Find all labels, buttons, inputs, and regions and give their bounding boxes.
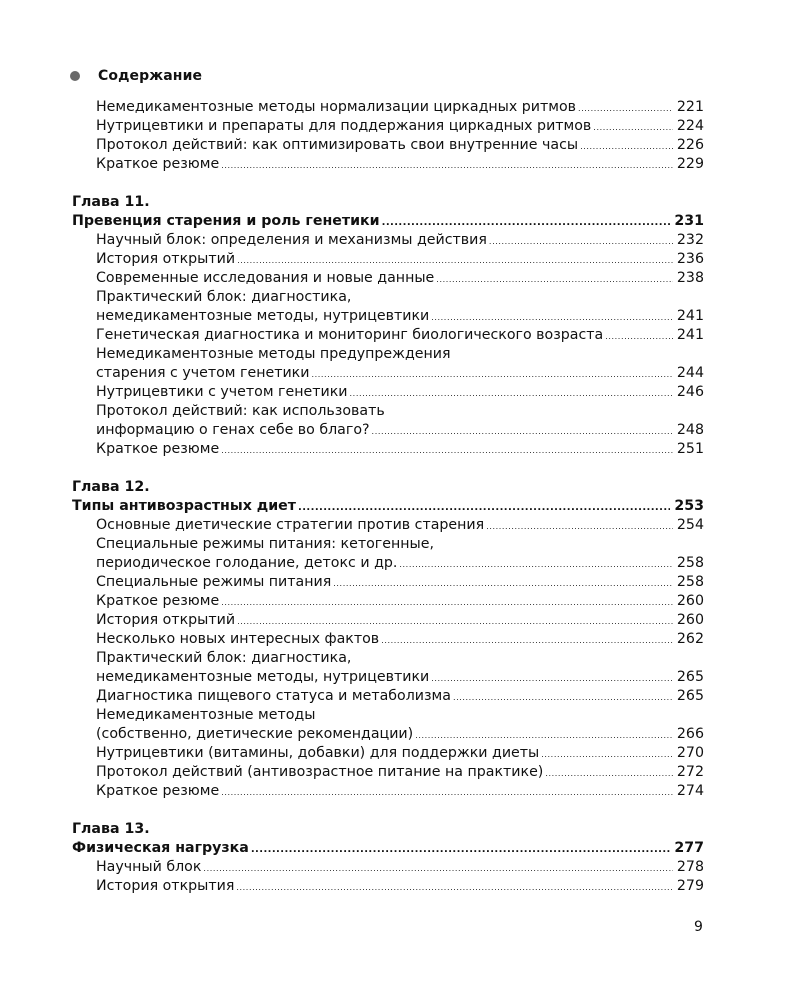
toc-page-number: 260 [676, 612, 704, 628]
dot-leader [431, 308, 673, 327]
toc-entry [72, 725, 704, 744]
toc-entry [72, 269, 704, 288]
toc-entry [72, 402, 704, 421]
toc-page-number: 279 [676, 878, 704, 894]
toc-page-number: 262 [676, 631, 704, 647]
dot-leader [237, 251, 673, 270]
toc-entry-text: Научный блок [96, 859, 202, 875]
dot-leader [221, 593, 673, 612]
dot-leader [311, 365, 672, 384]
toc-entry [72, 117, 704, 136]
dot-leader [580, 137, 673, 156]
toc-entry-text: Краткое резюме [96, 156, 220, 172]
toc-page-number: 244 [676, 365, 704, 381]
toc-entry [72, 592, 704, 611]
toc-page-number: 238 [676, 270, 704, 286]
toc-entry [72, 630, 704, 649]
toc-entry-text: Практический блок: диагностика, [96, 650, 352, 666]
dot-leader [578, 99, 673, 118]
toc-page-number: 241 [676, 308, 704, 324]
toc-page-number: 265 [676, 688, 704, 704]
dot-leader [251, 840, 671, 859]
page-number: 9 [694, 919, 703, 935]
toc-entry [72, 516, 704, 535]
toc-entry-text: периодическое голодание, детокс и др. [96, 555, 398, 571]
table-of-contents [72, 98, 704, 896]
toc-entry-text: Глава 11. [72, 194, 150, 210]
toc-entry [72, 877, 704, 896]
toc-entry [72, 687, 704, 706]
toc-entry-text: немедикаментозные методы, нутрицевтики [96, 308, 430, 324]
dot-leader [605, 327, 673, 346]
toc-page-number: 258 [676, 555, 704, 571]
chapter-title [72, 497, 704, 516]
toc-entry [72, 136, 704, 155]
toc-entry-text: Краткое резюме [96, 783, 220, 799]
dot-leader [221, 441, 673, 460]
toc-page-number: 229 [676, 156, 704, 172]
dot-leader [237, 612, 673, 631]
toc-page-number: 260 [676, 593, 704, 609]
toc-entry-text: Протокол действий: как оптимизировать свои внутренние часы [96, 137, 579, 153]
toc-page-number: 253 [674, 498, 704, 514]
toc-entry [72, 307, 704, 326]
toc-entry-text: Протокол действий: как использовать [96, 403, 385, 419]
toc-entry-text: Специальные режимы питания [96, 574, 332, 590]
chapter-title [72, 212, 704, 231]
toc-entry-text: История открытий [96, 251, 236, 267]
dot-leader [221, 783, 673, 802]
bullet-icon [70, 71, 80, 81]
dot-leader [298, 498, 670, 517]
toc-page-number: 270 [676, 745, 704, 761]
toc-entry-text: Немедикаментозные методы предупреждения [96, 346, 451, 362]
toc-entry-text: Немедикаментозные методы нормализации циркадных ритмов [96, 99, 576, 115]
toc-entry-text: Краткое резюме [96, 593, 220, 609]
toc-entry [72, 98, 704, 117]
toc-entry-text: Протокол действий (антивозрастное питание на практике) [96, 764, 544, 780]
toc-entry-text: Немедикаментозные методы [96, 707, 316, 723]
toc-entry [72, 345, 704, 364]
toc-page-number: 258 [676, 574, 704, 590]
toc-entry-text: немедикаментозные методы, нутрицевтики [96, 669, 430, 685]
dot-leader [593, 118, 673, 137]
toc-entry [72, 706, 704, 725]
dot-leader [203, 859, 672, 878]
toc-entry-text: Диагностика пищевого статуса и метаболизма [96, 688, 451, 704]
dot-leader [545, 764, 673, 783]
header-title: Содержание [98, 68, 203, 84]
toc-entry [72, 440, 704, 459]
dot-leader [350, 384, 673, 403]
toc-page-number: 224 [676, 118, 704, 134]
toc-entry [72, 288, 704, 307]
toc-entry [72, 155, 704, 174]
toc-entry-text: Научный блок: определения и механизмы действия [96, 232, 487, 248]
toc-entry-text: Генетическая диагностика и мониторинг биологического возраста [96, 327, 604, 343]
toc-entry [72, 535, 704, 554]
chapter-label [72, 820, 704, 839]
dot-leader [236, 878, 673, 897]
toc-entry-text: Современные исследования и новые данные [96, 270, 435, 286]
dot-leader [431, 669, 673, 688]
chapter-label [72, 193, 704, 212]
section-gap [72, 459, 704, 478]
section-gap [72, 801, 704, 820]
dot-leader [436, 270, 673, 289]
dot-leader [381, 631, 673, 650]
toc-page-number: 232 [676, 232, 704, 248]
toc-entry [72, 858, 704, 877]
toc-page-number: 241 [676, 327, 704, 343]
toc-page-number: 277 [674, 840, 704, 856]
dot-leader [453, 688, 673, 707]
toc-entry-text: Несколько новых интересных фактов [96, 631, 380, 647]
dot-leader [382, 213, 671, 232]
toc-entry-text: Глава 12. [72, 479, 150, 495]
toc-entry-text: Нутрицевтики и препараты для поддержания циркадных ритмов [96, 118, 592, 134]
toc-entry [72, 744, 704, 763]
toc-page-number: 226 [676, 137, 704, 153]
toc-page-number: 272 [676, 764, 704, 780]
dot-leader [486, 517, 673, 536]
toc-entry-text: Нутрицевтики с учетом генетики [96, 384, 348, 400]
toc-entry [72, 782, 704, 801]
toc-entry-text: Нутрицевтики (витамины, добавки) для поддержки диеты [96, 745, 540, 761]
toc-entry-text: Типы антивозрастных диет [72, 498, 297, 514]
toc-entry [72, 554, 704, 573]
toc-entry-text: История открытия [96, 878, 235, 894]
toc-entry-text: История открытий [96, 612, 236, 628]
toc-entry [72, 668, 704, 687]
toc-page-number: 266 [676, 726, 704, 742]
toc-entry [72, 573, 704, 592]
toc-entry [72, 763, 704, 782]
toc-page-number: 274 [676, 783, 704, 799]
toc-page-number: 278 [676, 859, 704, 875]
page-header [70, 68, 202, 84]
toc-entry-text: Физическая нагрузка [72, 840, 249, 856]
toc-entry-text: Глава 13. [72, 821, 150, 837]
toc-entry-text: Специальные режимы питания: кетогенные, [96, 536, 434, 552]
toc-page-number: 236 [676, 251, 704, 267]
toc-entry [72, 383, 704, 402]
toc-page-number: 265 [676, 669, 704, 685]
toc-entry-text: Практический блок: диагностика, [96, 289, 352, 305]
toc-page-number: 251 [676, 441, 704, 457]
toc-page-number: 221 [676, 99, 704, 115]
toc-entry-text: (собственно, диетические рекомендации) [96, 726, 414, 742]
toc-entry-text: информацию о генах себе во благо? [96, 422, 370, 438]
chapter-label [72, 478, 704, 497]
dot-leader [415, 726, 673, 745]
dot-leader [541, 745, 673, 764]
toc-entry [72, 326, 704, 345]
toc-entry-text: Превенция старения и роль генетики [72, 213, 380, 229]
toc-entry-text: старения с учетом генетики [96, 365, 310, 381]
toc-entry-text: Основные диетические стратегии против старения [96, 517, 485, 533]
toc-page-number: 231 [674, 213, 704, 229]
dot-leader [399, 555, 673, 574]
toc-entry [72, 250, 704, 269]
toc-entry-text: Краткое резюме [96, 441, 220, 457]
chapter-title [72, 839, 704, 858]
section-gap [72, 174, 704, 193]
toc-entry [72, 364, 704, 383]
toc-entry [72, 649, 704, 668]
dot-leader [221, 156, 673, 175]
toc-page-number: 254 [676, 517, 704, 533]
dot-leader [489, 232, 673, 251]
toc-entry [72, 421, 704, 440]
toc-page-number: 248 [676, 422, 704, 438]
toc-entry [72, 231, 704, 250]
toc-entry [72, 611, 704, 630]
dot-leader [333, 574, 673, 593]
toc-page-number: 246 [676, 384, 704, 400]
dot-leader [372, 422, 673, 441]
